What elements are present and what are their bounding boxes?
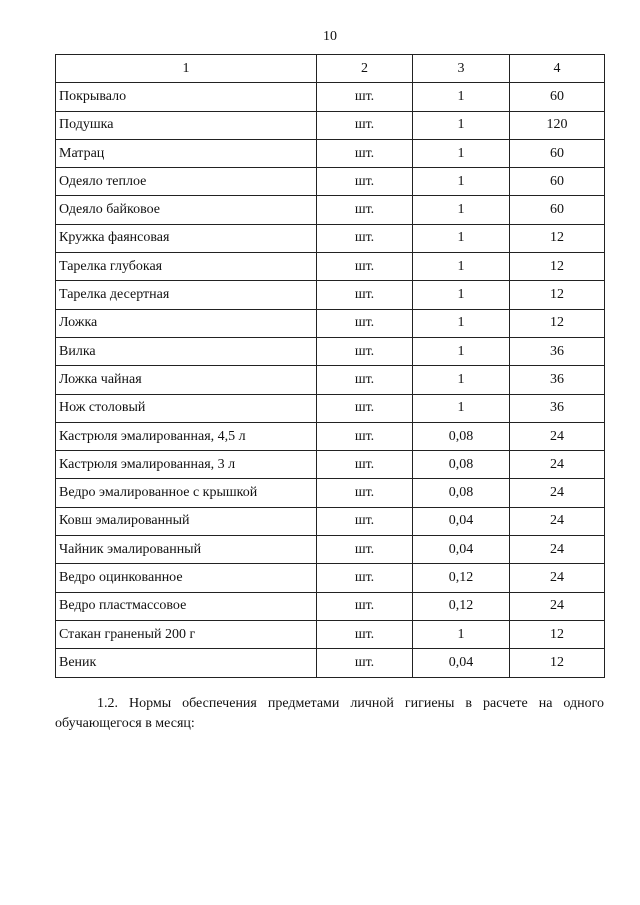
item-name-cell: Подушка bbox=[56, 111, 317, 139]
table-row bbox=[56, 366, 605, 394]
item-name-cell: Веник bbox=[56, 649, 317, 677]
item-name-cell: Ложка чайная bbox=[56, 366, 317, 394]
quantity-cell: 0,08 bbox=[413, 479, 510, 507]
quantity-cell: 0,04 bbox=[413, 507, 510, 535]
section-paragraph: 1.2. Нормы обеспечения предметами личной гигиены в расчете на одного обучающегося в месяц: bbox=[55, 696, 604, 731]
unit-cell: шт. bbox=[317, 224, 413, 252]
item-name-cell: Тарелка десертная bbox=[56, 281, 317, 309]
quantity-cell: 1 bbox=[413, 224, 510, 252]
term-cell: 24 bbox=[510, 536, 605, 564]
unit-cell: шт. bbox=[317, 281, 413, 309]
table-row bbox=[56, 111, 605, 139]
term-cell: 12 bbox=[510, 253, 605, 281]
term-cell: 24 bbox=[510, 422, 605, 450]
table-row bbox=[56, 394, 605, 422]
item-name-cell: Ведро эмалированное с крышкой bbox=[56, 479, 317, 507]
term-cell: 12 bbox=[510, 649, 605, 677]
term-cell: 24 bbox=[510, 592, 605, 620]
unit-cell: шт. bbox=[317, 422, 413, 450]
column-header: 4 bbox=[510, 55, 605, 83]
table-row bbox=[56, 620, 605, 648]
norms-table bbox=[55, 54, 605, 678]
term-cell: 60 bbox=[510, 196, 605, 224]
unit-cell: шт. bbox=[317, 479, 413, 507]
item-name-cell: Ковш эмалированный bbox=[56, 507, 317, 535]
table-row bbox=[56, 592, 605, 620]
table-row bbox=[56, 536, 605, 564]
term-cell: 12 bbox=[510, 224, 605, 252]
unit-cell: шт. bbox=[317, 592, 413, 620]
item-name-cell: Стакан граненый 200 г bbox=[56, 620, 317, 648]
table-row bbox=[56, 168, 605, 196]
term-cell: 24 bbox=[510, 479, 605, 507]
quantity-cell: 1 bbox=[413, 139, 510, 167]
quantity-cell: 1 bbox=[413, 394, 510, 422]
table-row bbox=[56, 479, 605, 507]
term-cell: 24 bbox=[510, 451, 605, 479]
table-row bbox=[56, 196, 605, 224]
item-name-cell: Вилка bbox=[56, 337, 317, 365]
table-row bbox=[56, 83, 605, 111]
table-row bbox=[56, 649, 605, 677]
unit-cell: шт. bbox=[317, 536, 413, 564]
unit-cell: шт. bbox=[317, 139, 413, 167]
quantity-cell: 1 bbox=[413, 366, 510, 394]
unit-cell: шт. bbox=[317, 649, 413, 677]
term-cell: 60 bbox=[510, 168, 605, 196]
unit-cell: шт. bbox=[317, 196, 413, 224]
term-cell: 120 bbox=[510, 111, 605, 139]
term-cell: 12 bbox=[510, 309, 605, 337]
unit-cell: шт. bbox=[317, 507, 413, 535]
item-name-cell: Кастрюля эмалированная, 4,5 л bbox=[56, 422, 317, 450]
unit-cell: шт. bbox=[317, 111, 413, 139]
page-number: 10 bbox=[323, 29, 337, 44]
item-name-cell: Одеяло теплое bbox=[56, 168, 317, 196]
quantity-cell: 1 bbox=[413, 253, 510, 281]
unit-cell: шт. bbox=[317, 168, 413, 196]
item-name-cell: Тарелка глубокая bbox=[56, 253, 317, 281]
item-name-cell: Ложка bbox=[56, 309, 317, 337]
table-row bbox=[56, 337, 605, 365]
quantity-cell: 1 bbox=[413, 196, 510, 224]
quantity-cell: 1 bbox=[413, 309, 510, 337]
unit-cell: шт. bbox=[317, 451, 413, 479]
column-header: 1 bbox=[56, 55, 317, 83]
quantity-cell: 0,04 bbox=[413, 649, 510, 677]
quantity-cell: 0,04 bbox=[413, 536, 510, 564]
term-cell: 36 bbox=[510, 337, 605, 365]
quantity-cell: 1 bbox=[413, 83, 510, 111]
unit-cell: шт. bbox=[317, 253, 413, 281]
term-cell: 36 bbox=[510, 366, 605, 394]
unit-cell: шт. bbox=[317, 337, 413, 365]
table-header-row bbox=[56, 55, 605, 83]
term-cell: 60 bbox=[510, 139, 605, 167]
term-cell: 12 bbox=[510, 620, 605, 648]
quantity-cell: 1 bbox=[413, 620, 510, 648]
table-row bbox=[56, 309, 605, 337]
unit-cell: шт. bbox=[317, 83, 413, 111]
table-row bbox=[56, 139, 605, 167]
item-name-cell: Одеяло байковое bbox=[56, 196, 317, 224]
term-cell: 24 bbox=[510, 507, 605, 535]
column-header: 3 bbox=[413, 55, 510, 83]
item-name-cell: Кастрюля эмалированная, 3 л bbox=[56, 451, 317, 479]
unit-cell: шт. bbox=[317, 309, 413, 337]
quantity-cell: 1 bbox=[413, 337, 510, 365]
term-cell: 12 bbox=[510, 281, 605, 309]
item-name-cell: Матрац bbox=[56, 139, 317, 167]
term-cell: 24 bbox=[510, 564, 605, 592]
unit-cell: шт. bbox=[317, 366, 413, 394]
quantity-cell: 1 bbox=[413, 168, 510, 196]
quantity-cell: 0,12 bbox=[413, 564, 510, 592]
quantity-cell: 1 bbox=[413, 111, 510, 139]
term-cell: 60 bbox=[510, 83, 605, 111]
table-row bbox=[56, 507, 605, 535]
table-row bbox=[56, 422, 605, 450]
table-row bbox=[56, 224, 605, 252]
quantity-cell: 0,08 bbox=[413, 422, 510, 450]
quantity-cell: 0,08 bbox=[413, 451, 510, 479]
quantity-cell: 1 bbox=[413, 281, 510, 309]
table-row bbox=[56, 451, 605, 479]
item-name-cell: Ведро оцинкованное bbox=[56, 564, 317, 592]
table-row bbox=[56, 253, 605, 281]
item-name-cell: Покрывало bbox=[56, 83, 317, 111]
item-name-cell: Нож столовый bbox=[56, 394, 317, 422]
item-name-cell: Ведро пластмассовое bbox=[56, 592, 317, 620]
column-header: 2 bbox=[317, 55, 413, 83]
table-row bbox=[56, 564, 605, 592]
quantity-cell: 0,12 bbox=[413, 592, 510, 620]
unit-cell: шт. bbox=[317, 394, 413, 422]
term-cell: 36 bbox=[510, 394, 605, 422]
unit-cell: шт. bbox=[317, 564, 413, 592]
table-row bbox=[56, 281, 605, 309]
unit-cell: шт. bbox=[317, 620, 413, 648]
item-name-cell: Чайник эмалированный bbox=[56, 536, 317, 564]
item-name-cell: Кружка фаянсовая bbox=[56, 224, 317, 252]
